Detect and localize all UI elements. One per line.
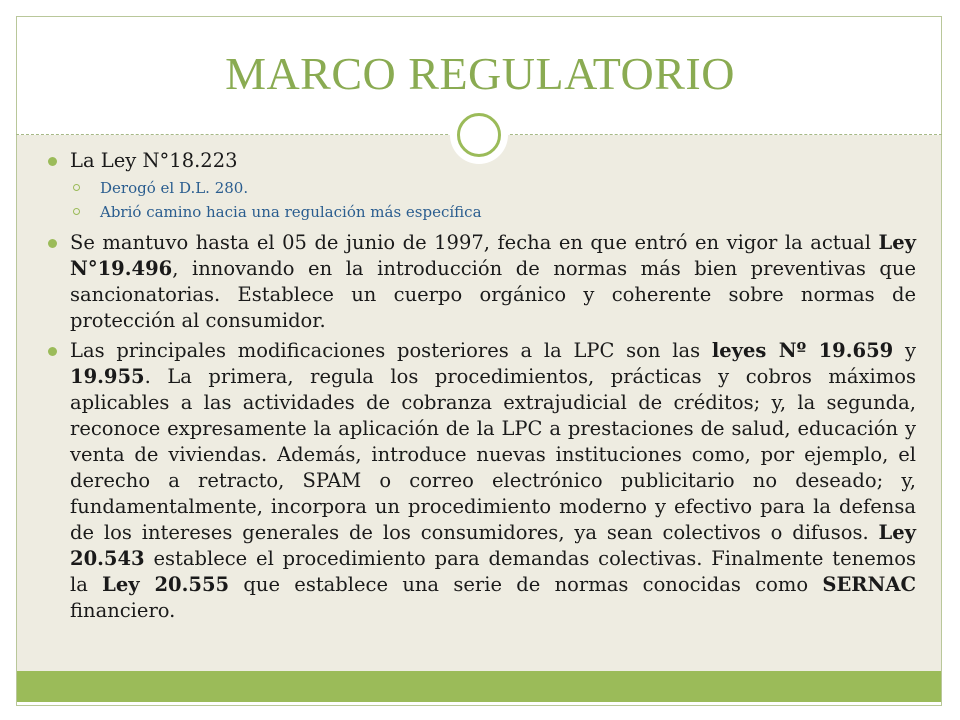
sub-bullet-item (70, 200, 916, 224)
footer-bar (17, 671, 941, 702)
bullet-list (48, 148, 916, 624)
sub-bullet-text: Abrió camino hacia una regulación más específica (100, 203, 482, 221)
bullet-text: Se mantuvo hasta el 05 de junio de 1997, fecha en que entró en vigor la actual (70, 231, 879, 254)
bold-law-ref: Ley 20.555 (102, 573, 230, 596)
bullet-dot-icon (48, 347, 57, 356)
hollow-bullet-icon (73, 208, 80, 215)
bullet-text: La Ley N°18.223 (70, 149, 238, 172)
bullet-text: , innovando en la introducción de normas más bien preventivas que sancionatorias. Establece un cuerpo orgánico y coherente sobre normas de protección al consumidor. (70, 257, 916, 332)
bold-law-ref: leyes Nº 19.659 (711, 339, 894, 362)
bullet-dot-icon (48, 239, 57, 248)
bullet-text: financiero. (70, 599, 176, 622)
bold-law-ref: Ley N°19.496 (70, 231, 916, 280)
bullet-text: . La primera, regula los procedimientos, prácticas y cobros máximos aplicables a las actividades de cobranza extrajudicial de créditos; y, la segunda, reconoce expresamente la aplicación de la LPC a prestaciones de salud, educación y venta de viviendas. Además, introduce nuevas instituciones como, por ejemplo, el derecho a retracto, SPAM o correo electrónico publicitario no deseado; y, fundamentalmente, incorpora un procedimiento moderno y efectivo para la defensa de los intereses generales de los consumidores, ya sean colectivos o difusos. (70, 365, 916, 544)
sub-bullet-list (70, 176, 916, 224)
hollow-bullet-icon (73, 184, 80, 191)
sub-bullet-text: Derogó el D.L. 280. (100, 179, 249, 197)
bullet-dot-icon (48, 157, 57, 166)
bullet-text: establece el procedimiento para demandas colectivas. Finalmente tenemos la (70, 547, 916, 596)
bullet-item-modificaciones (48, 338, 916, 624)
bold-law-ref: 19.955 (70, 365, 145, 388)
slide-title: MARCO REGULATORIO (225, 48, 735, 99)
bullet-item-ley-19496 (48, 230, 916, 334)
slide-content (48, 148, 916, 628)
bullet-item-ley-18223 (48, 148, 916, 224)
bullet-text: y (893, 339, 917, 362)
sub-bullet-item (70, 176, 916, 200)
bullet-text: Las principales modificaciones posteriores a la LPC son las (70, 339, 712, 362)
bold-law-ref: Ley 20.543 (70, 521, 916, 570)
bullet-text: que establece una serie de normas conocidas como (229, 573, 823, 596)
bold-law-ref: SERNAC (822, 573, 916, 596)
